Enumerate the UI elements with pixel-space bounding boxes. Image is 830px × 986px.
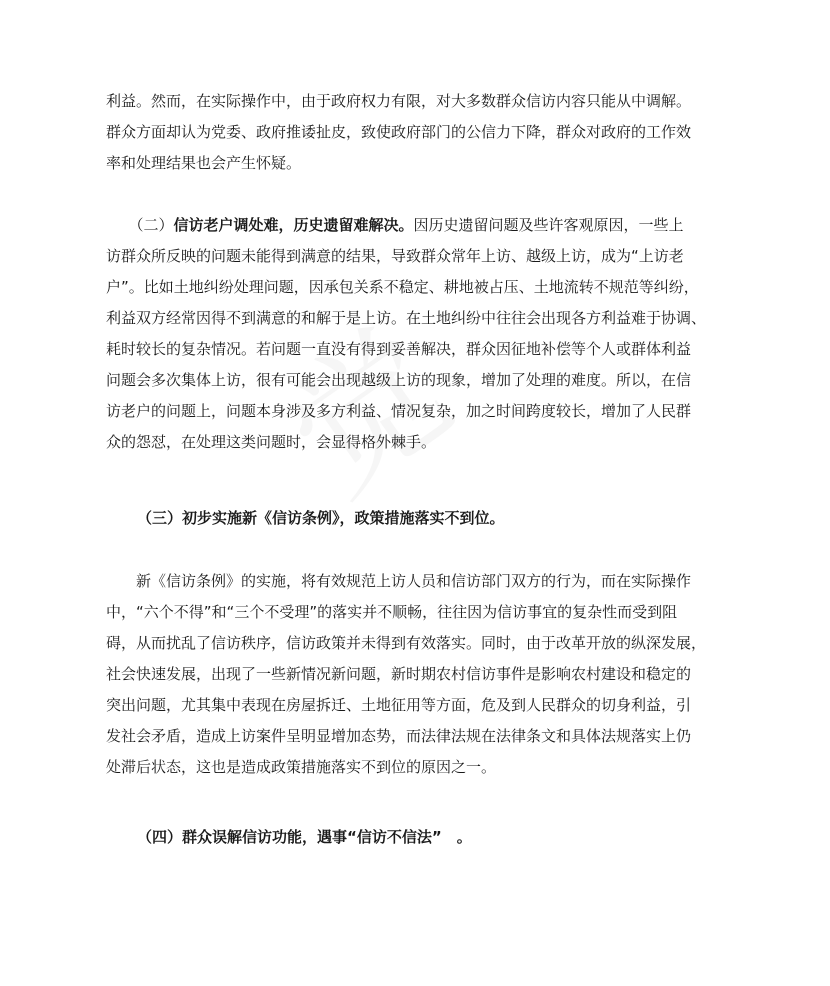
paragraph-line: 社会快速发展，出现了一些新情况新问题，新时期农村信访事件是影响农村建设和稳定的 xyxy=(106,665,692,683)
paragraph-line: 访老户的问题上，问题本身涉及多方利益、情况复杂，加之时间跨度较长，增加了人民群 xyxy=(106,402,692,420)
bold-lead: 信访老户调处难，历史遗留难解决。 xyxy=(173,216,414,234)
paragraph-line: 访群众所反映的问题未能得到满意的结果，导致群众常年上访、越级上访，成为“上访老 xyxy=(106,247,684,265)
lead-rest: 因历史遗留问题及些许客观原因，一些上 xyxy=(413,216,684,234)
paragraph-line: 突出问题，尤其集中表现在房屋拆迁、土地征用等方面，危及到人民群众的切身利益，引 xyxy=(106,696,692,714)
paragraph-line: 众的怨怼，在处理这类问题时，会显得格外棘手。 xyxy=(106,433,437,451)
paragraph-first-line xyxy=(106,210,726,241)
paragraph-line: 率和处理结果也会产生怀疑。 xyxy=(106,154,302,172)
paragraph-3 xyxy=(106,566,726,783)
section-heading-3: （三）初步实施新《信访条例》，政策措施落实不到位。 xyxy=(137,509,505,527)
paragraph-line: 处滞后状态，这也是造成政策措施落实不到位的原因之一。 xyxy=(106,758,497,776)
paragraph-line: 耗时较长的复杂情况。若问题一直没有得到妥善解决，群众因征地补偿等个人或群体利益 xyxy=(106,340,692,358)
paragraph-line: 利益双方经常因得不到满意的和解于是上访。在土地纠纷中往往会出现各方利益难于协调、 xyxy=(106,309,707,327)
section-number: （二） xyxy=(136,216,174,234)
paragraph-line: 碍，从而扰乱了信访秩序，信访政策并未得到有效落实。同时，由于改革开放的纵深发展， xyxy=(106,634,707,652)
paragraph-line: 群众方面却认为党委、政府推诿扯皮，致使政府部门的公信力下降，群众对政府的工作效 xyxy=(106,123,692,141)
indent xyxy=(106,216,136,234)
section-heading-4: （四）群众误解信访功能，遇事“信访不信法” 。 xyxy=(137,828,472,846)
paragraph-2 xyxy=(106,210,726,458)
paragraph-line: 新《信访条例》的实施，将有效规范上访人员和信访部门双方的行为，而在实际操作 xyxy=(106,572,692,590)
paragraph-1 xyxy=(106,86,726,179)
paragraph-line: 利益。然而，在实际操作中，由于政府权力有限，对大多数群众信访内容只能从中调解。 xyxy=(106,92,692,110)
paragraph-line: 发社会矛盾，造成上访案件呈明显增加态势，而法律法规在法律条文和具体法规落实上仍 xyxy=(106,727,692,745)
paragraph-line: 中，“六个不得”和“三个不受理”的落实并不顺畅，往往因为信访事宜的复杂性而受到阻 xyxy=(106,603,678,621)
paragraph-line: 问题会多次集体上访，很有可能会出现越级上访的现象，增加了处理的难度。所以，在信 xyxy=(106,371,692,389)
paragraph-line: 户”。比如土地纠纷处理问题，因承包关系不稳定、耕地被占压、土地流转不规范等纠纷， xyxy=(106,278,699,296)
